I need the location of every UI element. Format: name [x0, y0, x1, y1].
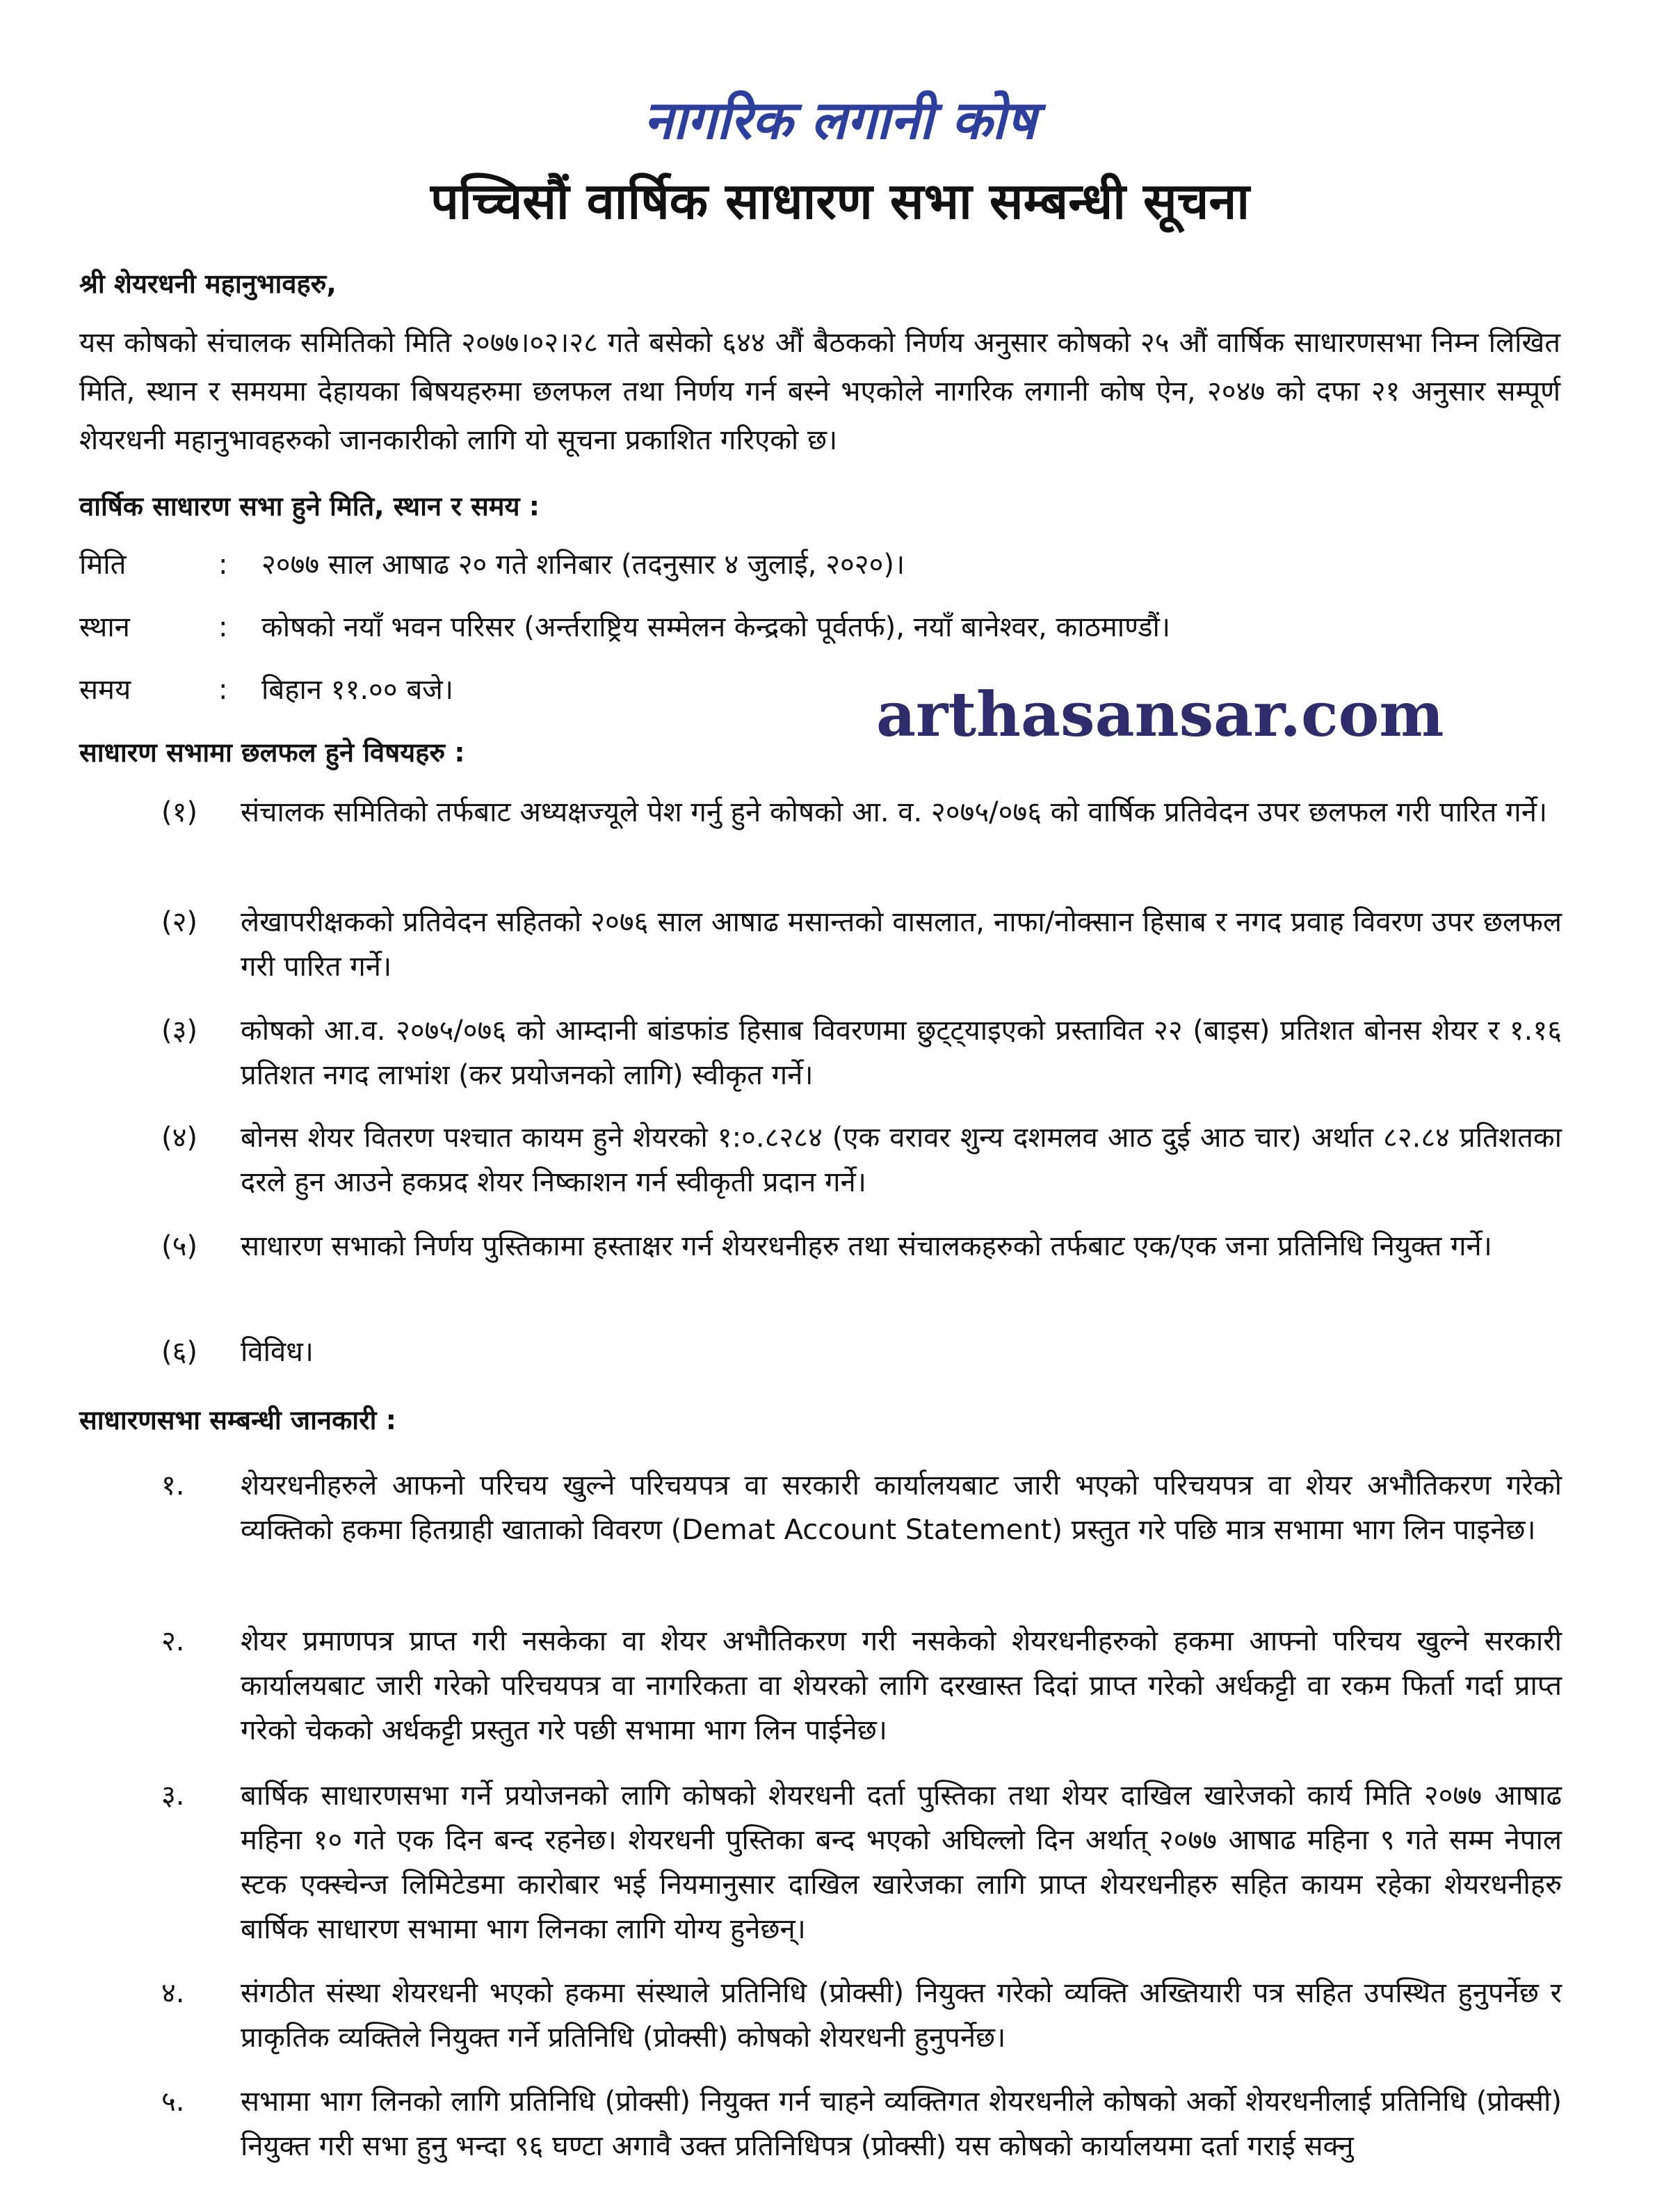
meeting-details-heading: वार्षिक साधारण सभा हुने मिति, स्थान र समय :: [79, 491, 540, 522]
agenda-item-text: विविध।: [241, 1336, 314, 1368]
agenda-item-text: बोनस शेयर वितरण पश्चात कायम हुने शेयरको १:०.८२८४ (एक वरावर शुन्य दशमलव आठ दुई आठ चार) अर्थात ८२.८४ प्रतिशतका दरले हुन आउने हकप्रद शेयर निष्काशन गर्न स्वीकृती प्रदान गर्ने।: [241, 1122, 1562, 1198]
agenda-item-text: कोषको आ.व. २०७५/०७६ को आम्दानी बांडफांड हिसाब विवरणमा छुट्ट्याइएको प्रस्तावित २२ (बाइस) प्रतिशत बोनस शेयर र १.१६ प्रतिशत नगद लाभांश (कर प्रयोजनको लागि) स्वीकृत गर्ने।: [241, 1015, 1562, 1091]
agenda-heading: साधारण सभामा छलफल हुने विषयहरु :: [79, 737, 465, 768]
time-value: बिहान ११.०० बजे।: [261, 674, 454, 706]
info-item-number: ४.: [161, 1977, 185, 2009]
info-item-text: सभामा भाग लिनको लागि प्रतिनिधि (प्रोक्सी) नियुक्त गर्न चाहने व्यक्तिगत शेयरधनीले कोषको अर्को शेयरधनीलाई प्रतिनिधि (प्रोक्सी) नियुक्त गरी सभा हुनु भन्दा ९६ घण्टा अगावै उक्त प्रतिनिधिपत्र (प्रोक्सी) यस कोषको कार्यालयमा दर्ता गराई सक्नु: [241, 2086, 1562, 2162]
info-item-number: ५.: [161, 2086, 185, 2118]
info-item-text: शेयरधनीहरुले आफनो परिचय खुल्ने परिचयपत्र वा सरकारी कार्यालयबाट जारी भएको परिचयपत्र वा शेयर अभौतिकरण गरेको व्यक्तिको हकमा हितग्राही खाताको विवरण (Demat Account Statement) प्रस्तुत गरे पछि मात्र सभामा भाग लिन पाइनेछ।: [241, 1470, 1562, 1546]
agenda-item-number: (५): [161, 1230, 198, 1262]
intro-paragraph: यस कोषको संचालक समितिको मिति २०७७।०२।२८ गते बसेको ६४४ औं बैठकको निर्णय अनुसार कोषको २५ औं वार्षिक साधारणसभा निम्न लिखित मिति, स्थान र समयमा देहायका बिषयहरुमा छलफल तथा निर्णय गर्न बस्ने भएकोले नागरिक लगानी कोष ऐन, २०४७ को दफा २१ अनुसार सम्पूर्ण शेयरधनी महानुभावहरुको जानकारीको लागि यो सूचना प्रकाशित गरिएको छ।: [79, 327, 1560, 456]
place-value: कोषको नयाँ भवन परिसर (अर्न्तराष्ट्रिय सम्मेलन केन्द्रको पूर्वतर्फ), नयाँ बानेश्वर, काठमाण्डौं।: [261, 611, 1171, 643]
agenda-item-number: (६): [161, 1336, 198, 1368]
place-colon: :: [218, 611, 228, 643]
info-item-text: बार्षिक साधारणसभा गर्ने प्रयोजनको लागि कोषको शेयरधनी दर्ता पुस्तिका तथा शेयर दाखिल खारेजको कार्य मिति २०७७ आषाढ महिना १० गते एक दिन बन्द रहनेछ। शेयरधनी पुस्तिका बन्द भएको अघिल्लो दिन अर्थात् २०७७ आषाढ महिना ९ गते सम्म नेपाल स्टक एक्स्चेन्ज लिमिटेडमा कारोबार भई नियमानुसार दाखिल खारेजका लागि प्राप्त शेयरधनीहरु सहित कायम रहेका शेयरधनीहरु बार्षिक साधारण सभामा भाग लिनका लागि योग्य हुनेछन्।: [241, 1780, 1562, 1945]
watermark-text: arthasansar.com: [876, 678, 1444, 750]
place-label: स्थान: [79, 611, 130, 643]
agenda-item-number: (३): [161, 1015, 198, 1047]
info-item-number: २.: [161, 1625, 185, 1657]
agenda-item-number: (४): [161, 1122, 198, 1154]
agenda-item-number: (१): [161, 796, 198, 828]
salutation: श्री शेयरधनी महानुभावहरु,: [79, 268, 337, 299]
date-label: मिति: [79, 549, 127, 581]
info-heading: साधारणसभा सम्बन्धी जानकारी :: [79, 1405, 396, 1435]
info-item-text: संगठीत संस्था शेयरधनी भएको हकमा संस्थाले प्रतिनिधि (प्रोक्सी) नियुक्त गरेको व्यक्ति अख्तियारी पत्र सहित उपस्थित हुनुपर्नेछ र प्राकृतिक व्यक्तिले नियुक्त गर्ने प्रतिनिधि (प्रोक्सी) कोषको शेयरधनी हुनुपर्नेछ।: [241, 1977, 1562, 2054]
time-label: समय: [79, 674, 131, 706]
organization-title: नागरिक लगानी कोष: [643, 89, 1037, 151]
time-colon: :: [218, 674, 228, 706]
agenda-item-text: साधारण सभाको निर्णय पुस्तिकामा हस्ताक्षर गर्न शेयरधनीहरु तथा संचालकहरुको तर्फबाट एक/एक जना प्रतिनिधि नियुक्त गर्ने।: [241, 1230, 1492, 1262]
info-item-number: ३.: [161, 1780, 185, 1812]
date-colon: :: [218, 549, 228, 581]
info-item-number: १.: [161, 1470, 185, 1501]
agenda-item-number: (२): [161, 906, 198, 938]
agenda-item-text: संचालक समितिको तर्फबाट अध्यक्षज्यूले पेश गर्नु हुने कोषको आ. व. २०७५/०७६ को वार्षिक प्रतिवेदन उपर छलफल गरी पारित गर्ने।: [241, 796, 1548, 828]
notice-title: पच्चिसौं वार्षिक साधारण सभा सम्बन्धी सूचना: [430, 172, 1250, 230]
date-value: २०७७ साल आषाढ २० गते शनिबार (तदनुसार ४ जुलाई, २०२०)।: [261, 549, 905, 581]
agenda-item-text: लेखापरीक्षकको प्रतिवेदन सहितको २०७६ साल आषाढ मसान्तको वासलात, नाफा/नोक्सान हिसाब र नगद प्रवाह विवरण उपर छलफल गरी पारित गर्ने।: [241, 906, 1562, 983]
info-item-text: शेयर प्रमाणपत्र प्राप्त गरी नसकेका वा शेयर अभौतिकरण गरी नसकेको शेयरधनीहरुको हकमा आफ्नो परिचय खुल्ने सरकारी कार्यालयबाट जारी गरेको परिचयपत्र वा नागरिकता वा शेयरको लागि दरखास्त दिदां प्राप्त गरेको अर्धकट्टी वा रकम फिर्ता गर्दा प्राप्त गरेको चेकको अर्धकट्टी प्रस्तुत गरे पछी सभामा भाग लिन पाईनेछ।: [241, 1625, 1562, 1746]
